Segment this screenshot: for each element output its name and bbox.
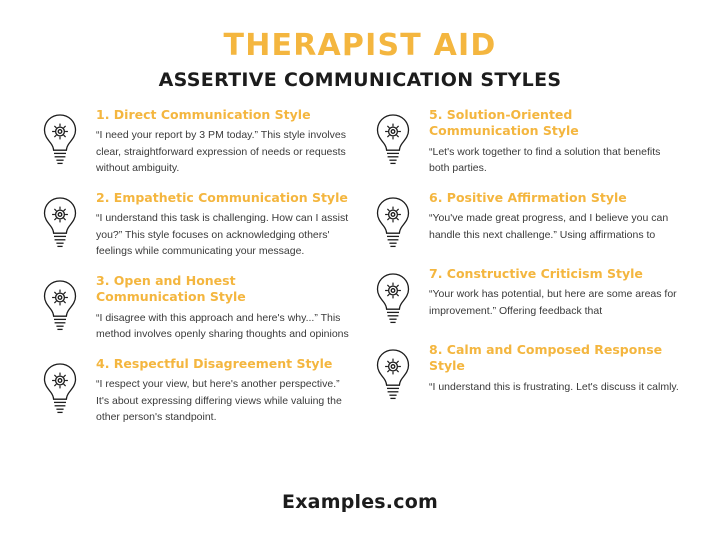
lightbulb-gear-icon xyxy=(371,194,415,252)
list-item-title: 2. Empathetic Communication Style xyxy=(96,190,348,206)
content-columns xyxy=(26,107,694,481)
list-item-title: 5. Solution-Oriented Communication Style xyxy=(429,107,579,139)
list-item-text: “Your work has potential, but here are some areas for improvement.” Offering feedback that xyxy=(429,288,677,317)
list-item-title: 6. Positive Affirmation Style xyxy=(429,190,627,206)
lightbulb-gear-icon xyxy=(38,277,82,335)
lightbulb-gear-icon xyxy=(371,270,415,328)
right-column xyxy=(371,107,682,481)
left-column xyxy=(38,107,349,481)
lightbulb-gear-icon xyxy=(38,194,82,252)
list-item-text: “I disagree with this approach and here's why...” This method involves openly sharing thoughts and opinions xyxy=(96,311,349,340)
list-item xyxy=(371,266,682,328)
list-item xyxy=(38,190,349,259)
list-item-body xyxy=(429,266,682,319)
list-item xyxy=(371,342,682,404)
lightbulb-gear-icon xyxy=(38,360,82,418)
list-item-body xyxy=(429,342,682,395)
list-item-body xyxy=(96,273,349,342)
list-item-title: 8. Calm and Composed Response Style xyxy=(429,342,663,374)
list-item-body xyxy=(429,190,682,243)
list-item-text: “Let's work together to find a solution that benefits both parties. xyxy=(429,145,661,174)
page-subtitle: ASSERTIVE COMMUNICATION STYLES xyxy=(158,69,562,91)
footer-brand: Examples.com xyxy=(282,491,438,513)
list-item xyxy=(38,356,349,425)
list-item-body xyxy=(429,107,682,176)
list-item-text: “You've made great progress, and I believe you can handle this next challenge.” Using affirmations to xyxy=(429,212,669,241)
list-item xyxy=(371,190,682,252)
lightbulb-gear-icon xyxy=(371,111,415,169)
list-item xyxy=(38,107,349,176)
list-item-title: 4. Respectful Disagreement Style xyxy=(96,356,333,372)
list-item-title: 3. Open and Honest Communication Style xyxy=(96,273,246,305)
list-item-body xyxy=(96,107,349,176)
lightbulb-gear-icon xyxy=(38,111,82,169)
list-item-text: “I understand this is frustrating. Let's discuss it calmly. xyxy=(429,380,679,393)
list-item xyxy=(371,107,682,176)
list-item-body xyxy=(96,190,349,259)
list-item-text: “I need your report by 3 PM today.” This style involves clear, straightforward expression of needs or requests without ambiguity. xyxy=(96,129,346,174)
list-item-title: 1. Direct Communication Style xyxy=(96,107,311,122)
list-item-text: “I respect your view, but here's another perspective.” It's about expressing differing views while valuing the other person's standpoint. xyxy=(96,378,342,423)
list-item xyxy=(38,273,349,342)
list-item-body xyxy=(96,356,349,425)
brand-title: THERAPIST AID xyxy=(223,28,497,63)
list-item-title: 7. Constructive Criticism Style xyxy=(429,266,643,282)
lightbulb-gear-icon xyxy=(371,346,415,404)
list-item-text: “I understand this task is challenging. How can I assist you?” This style focuses on acknowledging others' feelings while communicating your message. xyxy=(96,212,349,257)
